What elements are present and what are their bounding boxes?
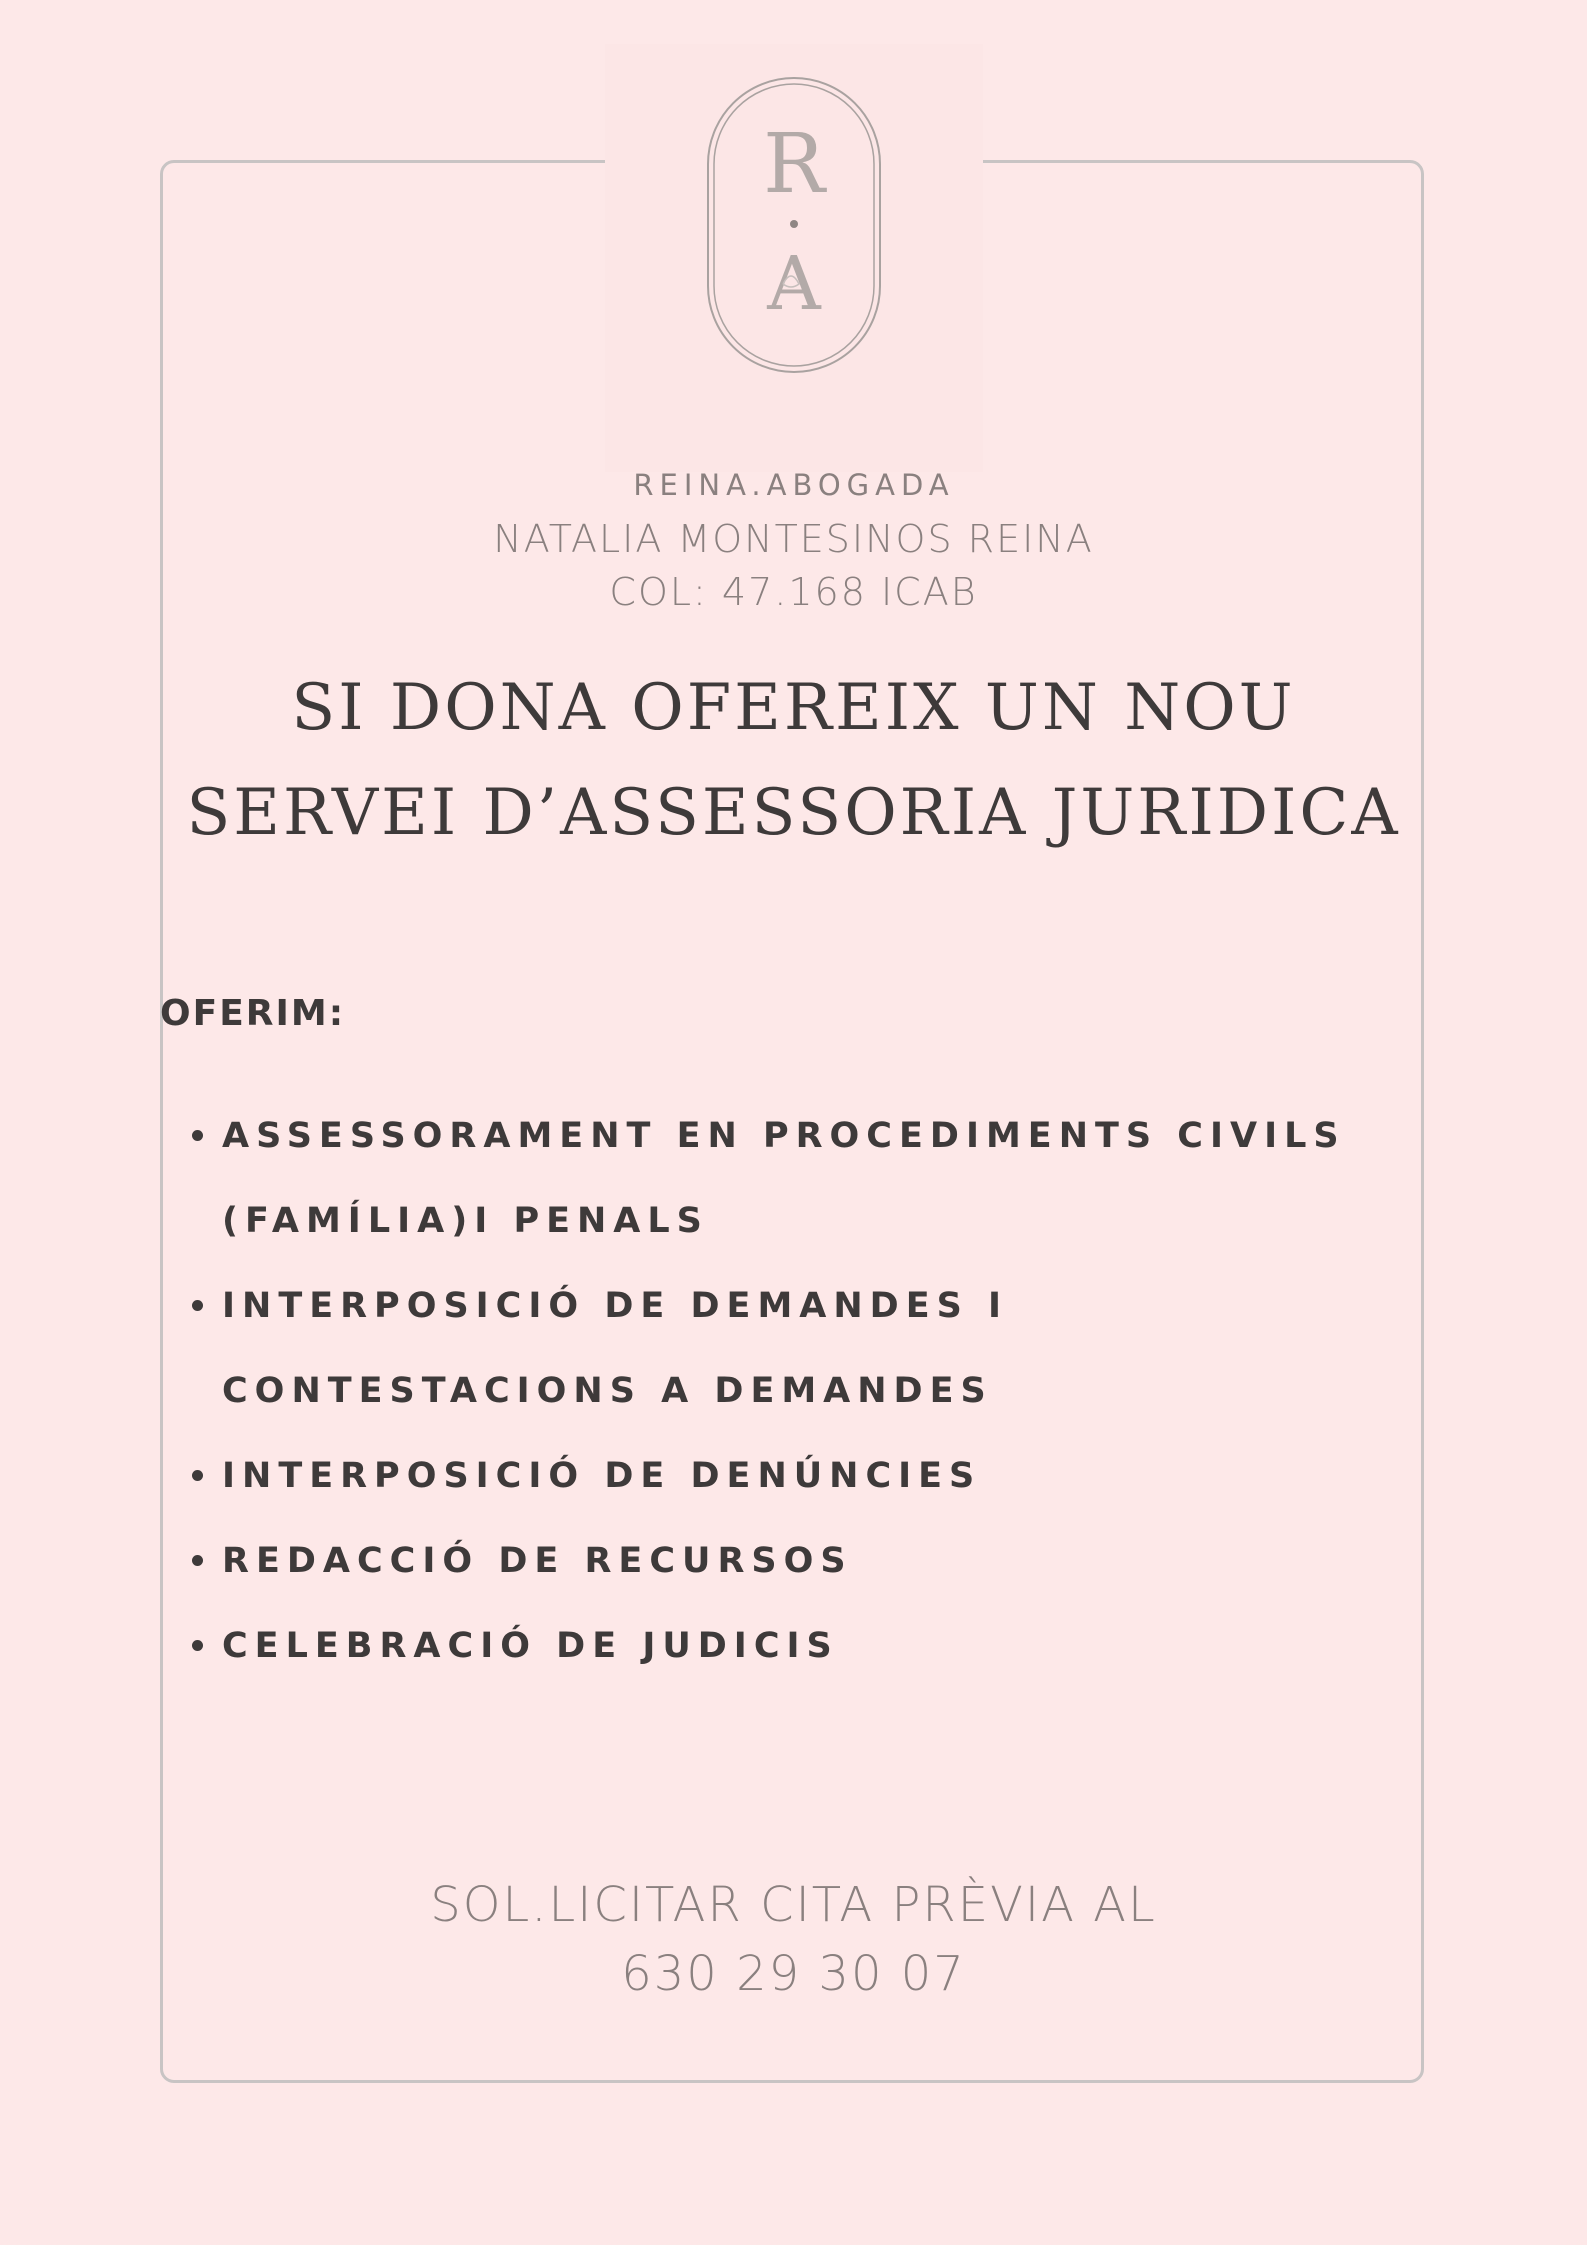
bullet-icon: [192, 1130, 203, 1141]
list-item-line: (FAMÍLIA)I PENALS: [222, 1201, 709, 1241]
offer-label: OFERIM:: [160, 993, 346, 1034]
lawyer-name: NATALIA MONTESINOS REINA: [493, 517, 1094, 561]
brand-name: REINA.ABOGADA: [633, 468, 955, 502]
monogram-letter-top: R: [763, 117, 825, 212]
headline-line-2: SERVEI D’ASSESSORIA JURIDICA: [186, 776, 1401, 850]
phone-number: 630 29 30 07: [621, 1946, 966, 2002]
list-item-line: CELEBRACIÓ DE JUDICIS: [222, 1626, 839, 1666]
bullet-icon: [192, 1300, 203, 1311]
list-item-line: REDACCIÓ DE RECURSOS: [222, 1541, 853, 1581]
list-item-line: ASSESSORAMENT EN PROCEDIMENTS CIVILS: [222, 1116, 1346, 1156]
bullet-icon: [192, 1555, 203, 1566]
appointment-text: SOL.LICITAR CITA PRÈVIA AL: [430, 1877, 1157, 1933]
headline-line-1: SI DONA OFEREIX UN NOU: [291, 671, 1296, 745]
bullet-icon: [192, 1470, 203, 1481]
list-item-line: INTERPOSICIÓ DE DEMANDES I: [222, 1286, 1009, 1326]
list-item-line: INTERPOSICIÓ DE DENÚNCIES: [222, 1456, 982, 1496]
list-item-line: CONTESTACIONS A DEMANDES: [222, 1371, 993, 1411]
monogram-letter-bottom: A: [767, 241, 821, 327]
lawyer-registration: COL: 47.168 ICAB: [609, 570, 978, 614]
bullet-icon: [192, 1640, 203, 1651]
